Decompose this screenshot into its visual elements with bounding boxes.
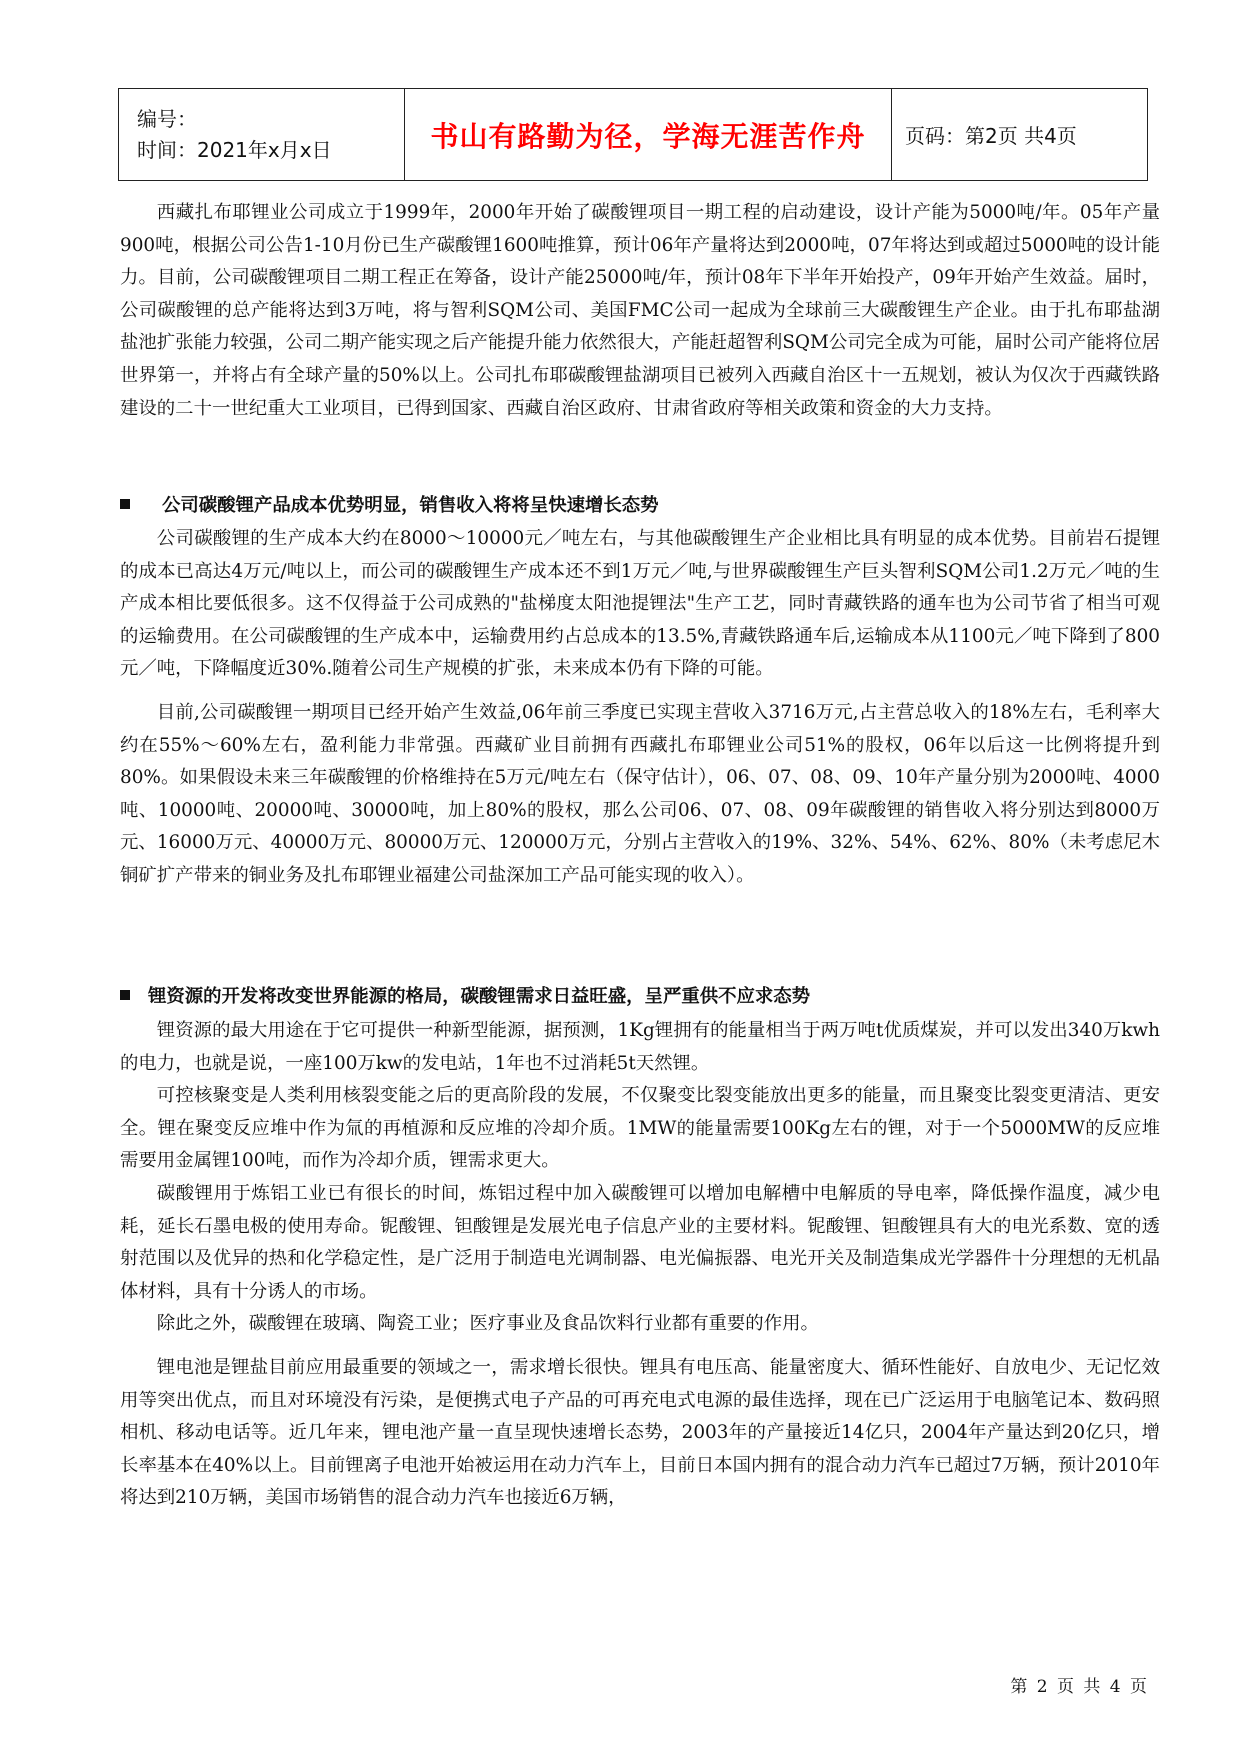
header-info-cell — [119, 89, 405, 181]
bullet-square-icon — [120, 990, 130, 1000]
paragraph: 目前,公司碳酸锂一期项目已经开始产生效益,06年前三季度已实现主营收入3716万元,占主营总收入的18%左右，毛利率大约在55%～60%左右，盈利能力非常强。西藏矿业目前拥有西藏扎布耶锂业公司51%的股权，06年以后这一比例将提升到80%。如果假设未来三年碳酸锂的价格维持在5万元/吨左右（保守估计），06、07、08、09、10年产量分别为2000吨、4000吨、10000吨、20000吨、30000吨，加上80%的股权，那么公司06、07、08、09年碳酸锂的销售收入将分别达到8000万元、16000万元、40000万元、80000万元、120000万元，分别占主营收入的19%、32%、54%、62%、80%（未考虑尼木铜矿扩产带来的铜业务及扎布耶锂业福建公司盐深加工产品可能实现的收入）。 — [120, 701, 1160, 886]
paragraph: 公司碳酸锂的生产成本大约在8000～10000元／吨左右，与其他碳酸锂生产企业相比具有明显的成本优势。目前岩石提锂的成本已高达4万元/吨以上，而公司的碳酸锂生产成本还不到1万元／吨,与世界碳酸锂生产巨头智利SQM公司1.2万元／吨的生产成本相比要低很多。这不仅得益于公司成熟的"盐梯度太阳池提锂法"生产工艺，同时青藏铁路的通车也为公司节省了相当可观的运输费用。在公司碳酸锂的生产成本中，运输费用约占总成本的13.5%,青藏铁路通车后,运输成本从1100元／吨下降到了800元／吨，下降幅度近30%.随着公司生产规模的扩张，未来成本仍有下降的可能。 — [120, 528, 1160, 680]
section-lithium-demand — [120, 1015, 1160, 1515]
paragraph: 碳酸锂用于炼铝工业已有很长的时间，炼铝过程中加入碳酸锂可以增加电解槽中电解质的导电率，降低操作温度，减少电耗，延长石墨电极的使用寿命。铌酸锂、钽酸锂是发展光电子信息产业的主要材料。铌酸锂、钽酸锂具有大的电光系数、宽的透射范围以及优异的热和化学稳定性，是广泛用于制造电光调制器、电光偏振器、电光开关及制造集成光学器件十分理想的无机晶体材料，具有十分诱人的市场。 — [120, 1182, 1160, 1302]
footer-page-number: 第 2 页 共 4 页 — [1010, 1677, 1149, 1697]
paragraph: 西藏扎布耶锂业公司成立于1999年，2000年开始了碳酸锂项目一期工程的启动建设，设计产能为5000吨/年。05年产量900吨，根据公司公告1-10月份已生产碳酸锂1600吨推算，预计06年产量将达到2000吨，07年将达到或超过5000吨的设计能力。目前，公司碳酸锂项目二期工程正在筹备，设计产能25000吨/年，预计08年下半年开始投产，09年开始产生效益。届时，公司碳酸锂的总产能将达到3万吨，将与智利SQM公司、美国FMC公司一起成为全球前三大碳酸锂生产企业。由于扎布耶盐湖盐池扩张能力较强，公司二期产能实现之后产能提升能力依然很大，产能赶超智利SQM公司完全成为可能，届时公司产能将位居世界第一，并将占有全球产量的50%以上。公司扎布耶碳酸锂盐湖项目已被列入西藏自治区十一五规划，被认为仅次于西藏铁路建设的二十一世纪重大工业项目，已得到国家、西藏自治区政府、甘肃省政府等相关政策和资金的大力支持。 — [120, 202, 1160, 419]
heading-text: 公司碳酸锂产品成本优势明显，销售收入将将呈快速增长态势 — [162, 495, 659, 516]
paragraph: 除此之外，碳酸锂在玻璃、陶瓷工业；医疗事业及食品饮料行业都有重要的作用。 — [156, 1313, 819, 1335]
paragraph: 可控核聚变是人类利用核裂变能之后的更高阶段的发展，不仅聚变比裂变能放出更多的能量，而且聚变比裂变更清洁、更安全。锂在聚变反应堆中作为氚的再植源和反应堆的冷却介质。1MW的能量需要100Kg左右的锂，对于一个5000MW的反应堆需要用金属锂100吨，而作为冷却介质，锂需求更大。 — [120, 1085, 1160, 1172]
bullet-square-icon — [120, 499, 130, 509]
section-cost-advantage — [120, 523, 1160, 893]
header-motto: 书山有路勤为径，学海无涯苦作舟 — [405, 89, 892, 181]
section-heading-lithium-demand — [120, 983, 1160, 1011]
document-time-label: 时间：2021年x月x日 — [137, 137, 332, 162]
section-company-intro — [120, 197, 1160, 425]
paragraph: 锂资源的最大用途在于它可提供一种新型能源，据预测，1Kg锂拥有的能量相当于两万吨t优质煤炭，并可以发出340万kwh的电力，也就是说，一座100万kw的发电站，1年也不过消耗5t天然锂。 — [120, 1020, 1160, 1074]
paragraph: 锂电池是锂盐目前应用最重要的领域之一，需求增长很快。锂具有电压高、能量密度大、循环性能好、自放电少、无记忆效用等突出优点，而且对环境没有污染，是便携式电子产品的可再充电式电源的最佳选择，现在已广泛运用于电脑笔记本、数码照相机、移动电话等。近几年来，锂电池产量一直呈现快速增长态势，2003年的产量接近14亿只，2004年产量达到20亿只，增长率基本在40%以上。目前锂离子电池开始被运用在动力汽车上，目前日本国内拥有的混合动力汽车已超过7万辆，预计2010年将达到210万辆，美国市场销售的混合动力汽车也接近6万辆， — [120, 1356, 1160, 1509]
heading-text: 锂资源的开发将改变世界能源的格局，碳酸锂需求日益旺盛，呈严重供不应求态势 — [148, 986, 811, 1007]
header-page-info: 页码：第2页 共4页 — [892, 89, 1148, 181]
header-table — [118, 88, 1148, 181]
section-heading-cost-advantage — [120, 492, 1160, 520]
document-number-label: 编号： — [137, 106, 197, 131]
